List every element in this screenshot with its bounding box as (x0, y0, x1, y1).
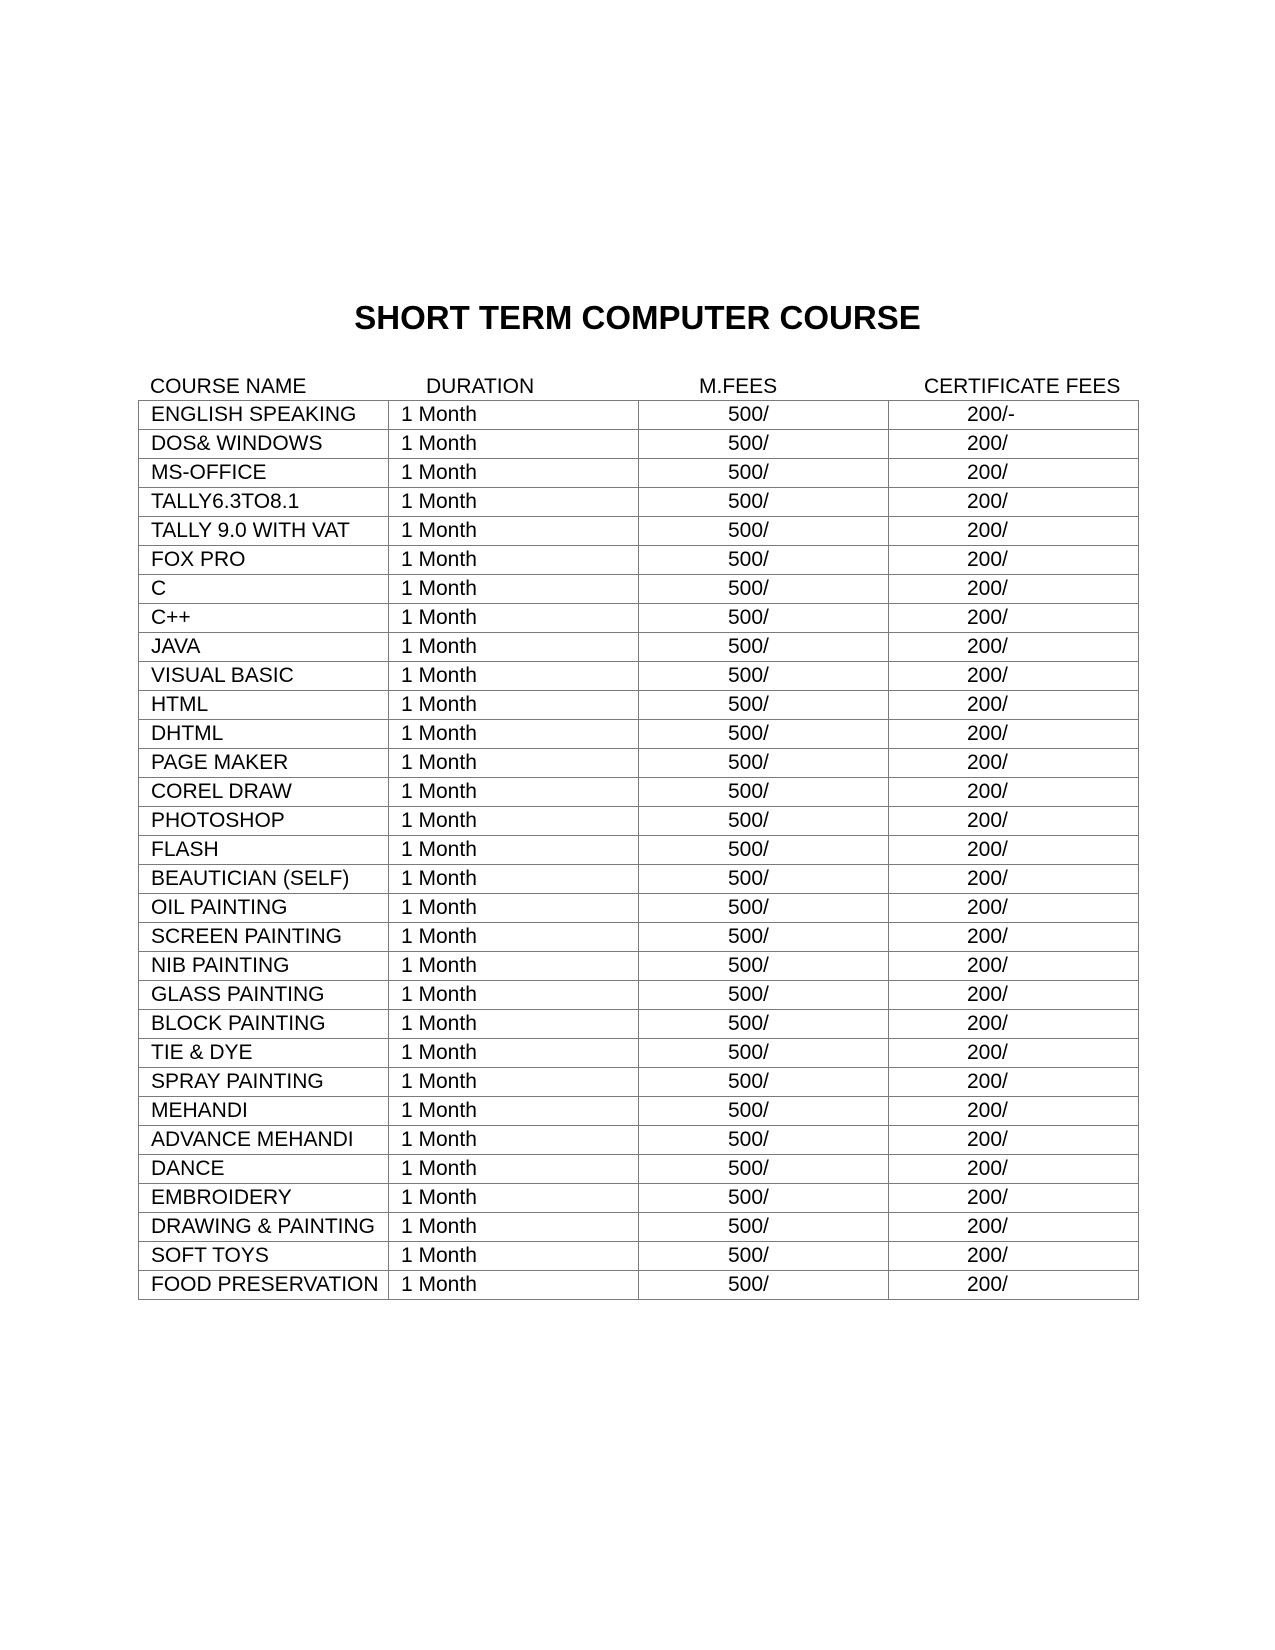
monthly-fees-cell: 500/ (639, 1271, 889, 1300)
certificate-fees-cell: 200/ (889, 1242, 1139, 1271)
course-grid (138, 400, 1139, 1300)
certificate-fees-cell: 200/ (889, 749, 1139, 778)
certificate-fees-cell: 200/ (889, 923, 1139, 952)
duration-cell: 1 Month (389, 1039, 639, 1068)
table-row (139, 778, 1139, 807)
course-name-cell: DOS& WINDOWS (139, 430, 389, 459)
course-name-cell: ENGLISH SPEAKING (139, 401, 389, 430)
monthly-fees-cell: 500/ (639, 923, 889, 952)
course-name-cell: TALLY 9.0 WITH VAT (139, 517, 389, 546)
table-row (139, 488, 1139, 517)
duration-cell: 1 Month (389, 1155, 639, 1184)
course-name-cell: HTML (139, 691, 389, 720)
certificate-fees-cell: 200/ (889, 488, 1139, 517)
duration-cell: 1 Month (389, 575, 639, 604)
duration-cell: 1 Month (389, 1068, 639, 1097)
course-name-cell: BLOCK PAINTING (139, 1010, 389, 1039)
course-name-cell: BEAUTICIAN (SELF) (139, 865, 389, 894)
table-row (139, 517, 1139, 546)
document-title: SHORT TERM COMPUTER COURSE (354, 299, 921, 336)
table-row (139, 1155, 1139, 1184)
table-row (139, 981, 1139, 1010)
monthly-fees-cell: 500/ (639, 604, 889, 633)
header-certificate-fees: CERTIFICATE FEES (924, 375, 1121, 398)
course-name-cell: MEHANDI (139, 1097, 389, 1126)
monthly-fees-cell: 500/ (639, 1184, 889, 1213)
table-row (139, 430, 1139, 459)
certificate-fees-cell: 200/ (889, 575, 1139, 604)
certificate-fees-cell: 200/ (889, 778, 1139, 807)
table-row (139, 662, 1139, 691)
duration-cell: 1 Month (389, 1271, 639, 1300)
monthly-fees-cell: 500/ (639, 488, 889, 517)
monthly-fees-cell: 500/ (639, 1039, 889, 1068)
certificate-fees-cell: 200/ (889, 894, 1139, 923)
duration-cell: 1 Month (389, 807, 639, 836)
course-name-cell: C (139, 575, 389, 604)
course-name-cell: TIE & DYE (139, 1039, 389, 1068)
certificate-fees-cell: 200/ (889, 604, 1139, 633)
monthly-fees-cell: 500/ (639, 720, 889, 749)
course-name-cell: VISUAL BASIC (139, 662, 389, 691)
course-name-cell: NIB PAINTING (139, 952, 389, 981)
duration-cell: 1 Month (389, 546, 639, 575)
duration-cell: 1 Month (389, 778, 639, 807)
duration-cell: 1 Month (389, 836, 639, 865)
table-row (139, 923, 1139, 952)
course-name-cell: TALLY6.3TO8.1 (139, 488, 389, 517)
certificate-fees-cell: 200/ (889, 836, 1139, 865)
header-duration: DURATION (426, 375, 535, 398)
certificate-fees-cell: 200/ (889, 691, 1139, 720)
certificate-fees-cell: 200/ (889, 981, 1139, 1010)
table-row (139, 1271, 1139, 1300)
monthly-fees-cell: 500/ (639, 546, 889, 575)
certificate-fees-cell: 200/ (889, 1039, 1139, 1068)
monthly-fees-cell: 500/ (639, 952, 889, 981)
header-monthly-fees: M.FEES (699, 375, 778, 398)
duration-cell: 1 Month (389, 1097, 639, 1126)
monthly-fees-cell: 500/ (639, 1213, 889, 1242)
course-name-cell: OIL PAINTING (139, 894, 389, 923)
monthly-fees-cell: 500/ (639, 981, 889, 1010)
duration-cell: 1 Month (389, 894, 639, 923)
table-row (139, 865, 1139, 894)
table-row (139, 1242, 1139, 1271)
course-name-cell: FOX PRO (139, 546, 389, 575)
table-row (139, 1097, 1139, 1126)
duration-cell: 1 Month (389, 517, 639, 546)
certificate-fees-cell: 200/ (889, 1068, 1139, 1097)
duration-cell: 1 Month (389, 633, 639, 662)
duration-cell: 1 Month (389, 1213, 639, 1242)
course-name-cell: MS-OFFICE (139, 459, 389, 488)
header-course-name: COURSE NAME (150, 375, 307, 398)
certificate-fees-cell: 200/ (889, 865, 1139, 894)
table-row (139, 633, 1139, 662)
duration-cell: 1 Month (389, 691, 639, 720)
course-name-cell: DRAWING & PAINTING (139, 1213, 389, 1242)
certificate-fees-cell: 200/ (889, 807, 1139, 836)
monthly-fees-cell: 500/ (639, 1126, 889, 1155)
duration-cell: 1 Month (389, 662, 639, 691)
certificate-fees-cell: 200/ (889, 430, 1139, 459)
monthly-fees-cell: 500/ (639, 1068, 889, 1097)
table-row (139, 1126, 1139, 1155)
course-name-cell: EMBROIDERY (139, 1184, 389, 1213)
monthly-fees-cell: 500/ (639, 1010, 889, 1039)
table-row (139, 691, 1139, 720)
table-row (139, 1213, 1139, 1242)
table-row (139, 1184, 1139, 1213)
course-name-cell: SPRAY PAINTING (139, 1068, 389, 1097)
course-name-cell: ADVANCE MEHANDI (139, 1126, 389, 1155)
course-name-cell: DHTML (139, 720, 389, 749)
course-name-cell: FLASH (139, 836, 389, 865)
table-row (139, 807, 1139, 836)
table-row (139, 575, 1139, 604)
duration-cell: 1 Month (389, 1010, 639, 1039)
table-row (139, 546, 1139, 575)
monthly-fees-cell: 500/ (639, 1155, 889, 1184)
duration-cell: 1 Month (389, 604, 639, 633)
course-name-cell: PAGE MAKER (139, 749, 389, 778)
course-name-cell: SOFT TOYS (139, 1242, 389, 1271)
monthly-fees-cell: 500/ (639, 691, 889, 720)
course-name-cell: GLASS PAINTING (139, 981, 389, 1010)
duration-cell: 1 Month (389, 459, 639, 488)
certificate-fees-cell: 200/ (889, 459, 1139, 488)
duration-cell: 1 Month (389, 981, 639, 1010)
table-header-row (138, 370, 1138, 400)
duration-cell: 1 Month (389, 1126, 639, 1155)
monthly-fees-cell: 500/ (639, 865, 889, 894)
table-row (139, 1068, 1139, 1097)
certificate-fees-cell: 200/- (889, 401, 1139, 430)
table-row (139, 894, 1139, 923)
certificate-fees-cell: 200/ (889, 517, 1139, 546)
monthly-fees-cell: 500/ (639, 517, 889, 546)
table-row (139, 401, 1139, 430)
course-name-cell: PHOTOSHOP (139, 807, 389, 836)
table-row (139, 749, 1139, 778)
monthly-fees-cell: 500/ (639, 807, 889, 836)
course-name-cell: FOOD PRESERVATION (139, 1271, 389, 1300)
table-row (139, 1010, 1139, 1039)
certificate-fees-cell: 200/ (889, 1155, 1139, 1184)
course-name-cell: JAVA (139, 633, 389, 662)
monthly-fees-cell: 500/ (639, 633, 889, 662)
course-name-cell: SCREEN PAINTING (139, 923, 389, 952)
certificate-fees-cell: 200/ (889, 1126, 1139, 1155)
duration-cell: 1 Month (389, 720, 639, 749)
certificate-fees-cell: 200/ (889, 1097, 1139, 1126)
monthly-fees-cell: 500/ (639, 459, 889, 488)
course-grid-body (139, 401, 1139, 1300)
duration-cell: 1 Month (389, 749, 639, 778)
table-row (139, 720, 1139, 749)
certificate-fees-cell: 200/ (889, 662, 1139, 691)
monthly-fees-cell: 500/ (639, 778, 889, 807)
duration-cell: 1 Month (389, 865, 639, 894)
course-name-cell: C++ (139, 604, 389, 633)
duration-cell: 1 Month (389, 488, 639, 517)
course-fee-table (138, 370, 1138, 1300)
certificate-fees-cell: 200/ (889, 546, 1139, 575)
monthly-fees-cell: 500/ (639, 575, 889, 604)
certificate-fees-cell: 200/ (889, 1271, 1139, 1300)
duration-cell: 1 Month (389, 923, 639, 952)
monthly-fees-cell: 500/ (639, 749, 889, 778)
certificate-fees-cell: 200/ (889, 720, 1139, 749)
monthly-fees-cell: 500/ (639, 836, 889, 865)
table-row (139, 836, 1139, 865)
monthly-fees-cell: 500/ (639, 894, 889, 923)
certificate-fees-cell: 200/ (889, 952, 1139, 981)
certificate-fees-cell: 200/ (889, 1184, 1139, 1213)
table-row (139, 1039, 1139, 1068)
duration-cell: 1 Month (389, 430, 639, 459)
duration-cell: 1 Month (389, 1184, 639, 1213)
table-row (139, 604, 1139, 633)
course-name-cell: DANCE (139, 1155, 389, 1184)
certificate-fees-cell: 200/ (889, 1213, 1139, 1242)
table-row (139, 952, 1139, 981)
course-name-cell: COREL DRAW (139, 778, 389, 807)
certificate-fees-cell: 200/ (889, 1010, 1139, 1039)
certificate-fees-cell: 200/ (889, 633, 1139, 662)
table-row (139, 459, 1139, 488)
monthly-fees-cell: 500/ (639, 1242, 889, 1271)
duration-cell: 1 Month (389, 952, 639, 981)
duration-cell: 1 Month (389, 401, 639, 430)
duration-cell: 1 Month (389, 1242, 639, 1271)
monthly-fees-cell: 500/ (639, 662, 889, 691)
monthly-fees-cell: 500/ (639, 1097, 889, 1126)
monthly-fees-cell: 500/ (639, 430, 889, 459)
monthly-fees-cell: 500/ (639, 401, 889, 430)
